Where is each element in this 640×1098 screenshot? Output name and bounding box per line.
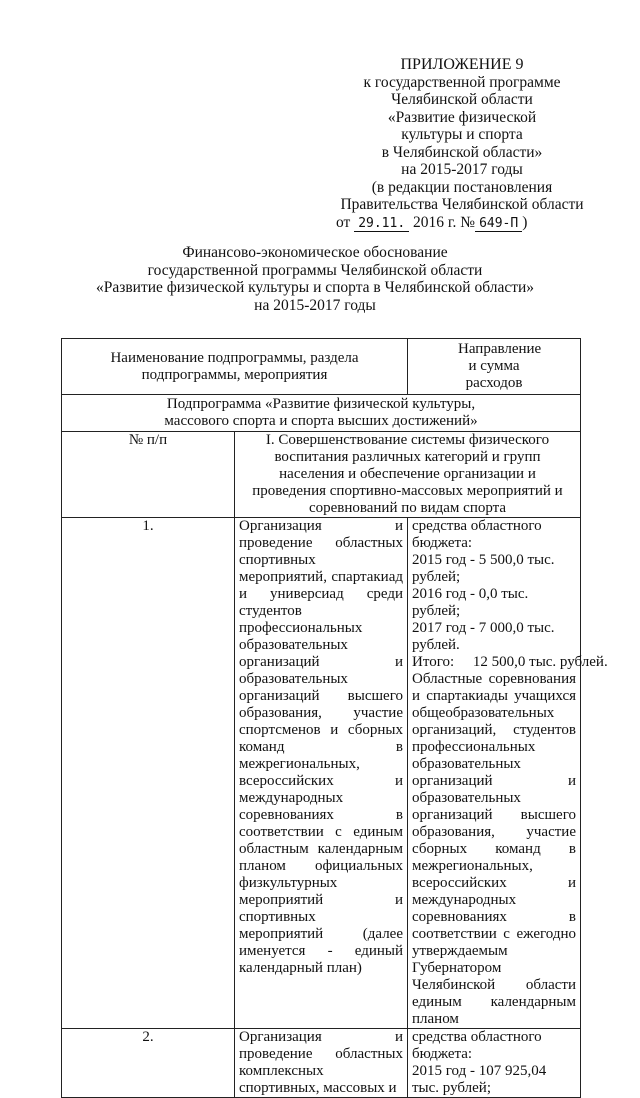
document-title <box>60 244 570 314</box>
appendix-line: в Челябинской области» <box>381 143 543 161</box>
appendix-line: Правительства Челябинской области <box>340 196 584 213</box>
date-prefix: от <box>336 213 351 231</box>
decree-day: 29.11. <box>354 217 409 232</box>
title-line: на 2015-2017 годы <box>254 296 376 314</box>
num-header: № п/п <box>62 432 235 518</box>
date-suffix: ) <box>522 213 528 231</box>
appendix-line: Челябинской области <box>391 91 533 108</box>
title-line: «Развитие физической культуры и спорта в Челябинской области» <box>95 279 535 296</box>
appendix-line: (в редакции постановления <box>371 178 553 196</box>
funding-line: 2015 год - 107 925,04 тыс. рублей; <box>412 1063 547 1096</box>
subprogram-row <box>62 395 581 432</box>
table-row <box>62 1029 581 1098</box>
title-line: государственной программы Челябинской области <box>147 261 483 279</box>
date-year: 2016 г. № <box>413 213 476 231</box>
row-name: Организация и проведение областных комплексных спортивных, массовых и <box>235 1029 408 1098</box>
row-name: Организация и проведение областных спортивных мероприятий, спартакиад и универсиад среди студентов профессиональных образовательных организаций и образовательных организаций высшего образования, участие спортсменов и сборных команд в межрегиональных, всероссийских и международных соревнованиях в соответствии с единым областным календарным планом официальных физкультурных мероприятий и спортивных мероприятий (далее именуется - единый календарный план) <box>235 518 408 1029</box>
appendix-line: «Развитие физической <box>387 108 537 126</box>
funding-description: Областные соревнования и спартакиады учащихся общеобразовательных организаций, студентов профессиональных образовательных организаций и образовательных организаций высшего образования, участие сборных команд в межрегиональных, всероссийских и международных соревнованиях в соответствии с ежегодно утверждаемым Губернатором Челябинской области единым календарным планом <box>412 671 576 1027</box>
decree-number: 649-П <box>475 217 522 232</box>
funding-line: 2017 год - 7 000,0 тыс. рублей. <box>412 620 555 653</box>
row-funding <box>408 518 608 1029</box>
appendix-line: на 2015-2017 годы <box>401 161 523 178</box>
header-left: Наименование подпрограммы, раздела подпрограммы, мероприятия <box>62 339 408 395</box>
financing-table <box>61 338 608 1098</box>
appendix-line: культуры и спорта <box>401 126 523 143</box>
funding-line: 2015 год - 5 500,0 тыс. рублей; <box>412 552 555 585</box>
funding-line: Итого: 12 500,0 тыс. рублей. <box>412 654 608 670</box>
row-number: 1. <box>62 518 235 1029</box>
appendix-block <box>330 56 594 232</box>
funding-line: 2016 год - 0,0 тыс. рублей; <box>412 586 529 619</box>
section-row <box>62 432 581 518</box>
row-number: 2. <box>62 1029 235 1098</box>
funding-line: средства областного бюджета: <box>412 518 542 551</box>
header-right: Направление и сумма расходов <box>408 339 581 395</box>
appendix-number: ПРИЛОЖЕНИЕ 9 <box>400 56 524 73</box>
funding-line: средства областного бюджета: <box>412 1029 542 1062</box>
appendix-line: к государственной программе <box>363 73 561 91</box>
table-header-row <box>62 339 581 395</box>
table-row <box>62 518 581 1029</box>
section-title: I. Совершенствование системы физического воспитания различных категорий и групп населения и обеспечение организации и проведения спортивно-массовых мероприятий и соревнований по видам спорта <box>235 432 581 518</box>
title-line: Финансово-экономическое обоснование <box>182 244 448 261</box>
decree-date-line <box>330 214 594 232</box>
subprogram-title: Подпрограмма «Развитие физической культуры, массового спорта и спорта высших достижений» <box>62 395 581 432</box>
row-funding <box>408 1029 581 1098</box>
